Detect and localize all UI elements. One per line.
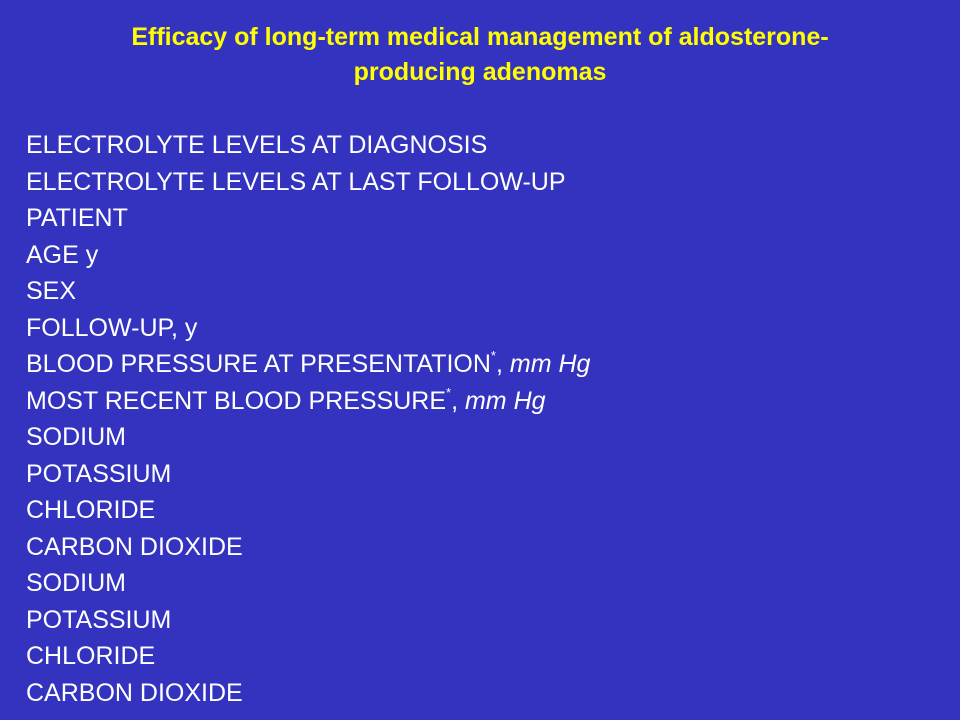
- list-item: [26, 675, 590, 712]
- list-item: [26, 237, 590, 274]
- list-item: [26, 310, 590, 347]
- list-item-text: FOLLOW-UP, y: [26, 313, 198, 342]
- list-item: [26, 638, 590, 675]
- list-item: [26, 164, 590, 201]
- list-item-text: SODIUM: [26, 423, 126, 451]
- slide-title-line-2: producing adenomas: [353, 58, 607, 86]
- slide-title: [0, 20, 960, 90]
- unit-label: mm Hg: [464, 386, 546, 415]
- list-item: [26, 456, 590, 493]
- list-item: [26, 383, 590, 420]
- list-item-text: SODIUM: [26, 569, 126, 597]
- footnote-marker: *: [490, 348, 496, 363]
- list-item-text: BLOOD PRESSURE AT PRESENTATION: [26, 350, 491, 378]
- list-item-text: ELECTROLYTE LEVELS AT DIAGNOSIS: [26, 131, 488, 159]
- list-item: [26, 200, 590, 237]
- list-item-text: MOST RECENT BLOOD PRESSURE: [26, 386, 446, 415]
- list-item: [26, 419, 590, 456]
- list-item: [26, 565, 590, 602]
- list-item: [26, 602, 590, 639]
- list-item-text: AGE y: [26, 240, 99, 269]
- list-item-text: CHLORIDE: [26, 496, 156, 524]
- list-item-text: ELECTROLYTE LEVELS AT LAST FOLLOW-UP: [26, 167, 566, 196]
- slide-title-line-1: Efficacy of long-term medical management of aldosterone-: [131, 23, 829, 51]
- list-item: [26, 529, 590, 566]
- list-item-text: PATIENT: [26, 204, 128, 232]
- list-item-text: POTASSIUM: [26, 605, 172, 634]
- list-item-text: SEX: [26, 277, 77, 305]
- list-item-text: POTASSIUM: [26, 459, 172, 488]
- list-item: [26, 273, 590, 310]
- unit-separator: ,: [451, 386, 465, 415]
- list-item-text: CHLORIDE: [26, 642, 156, 670]
- list-item: [26, 346, 590, 383]
- unit-separator: ,: [495, 350, 510, 378]
- footnote-marker: *: [446, 384, 452, 400]
- unit-label: mm Hg: [509, 350, 591, 378]
- list-item: [26, 127, 590, 164]
- field-list: [26, 127, 590, 711]
- list-item-text: CARBON DIOXIDE: [26, 678, 243, 707]
- list-item-text: CARBON DIOXIDE: [26, 532, 243, 561]
- list-item: [26, 492, 590, 529]
